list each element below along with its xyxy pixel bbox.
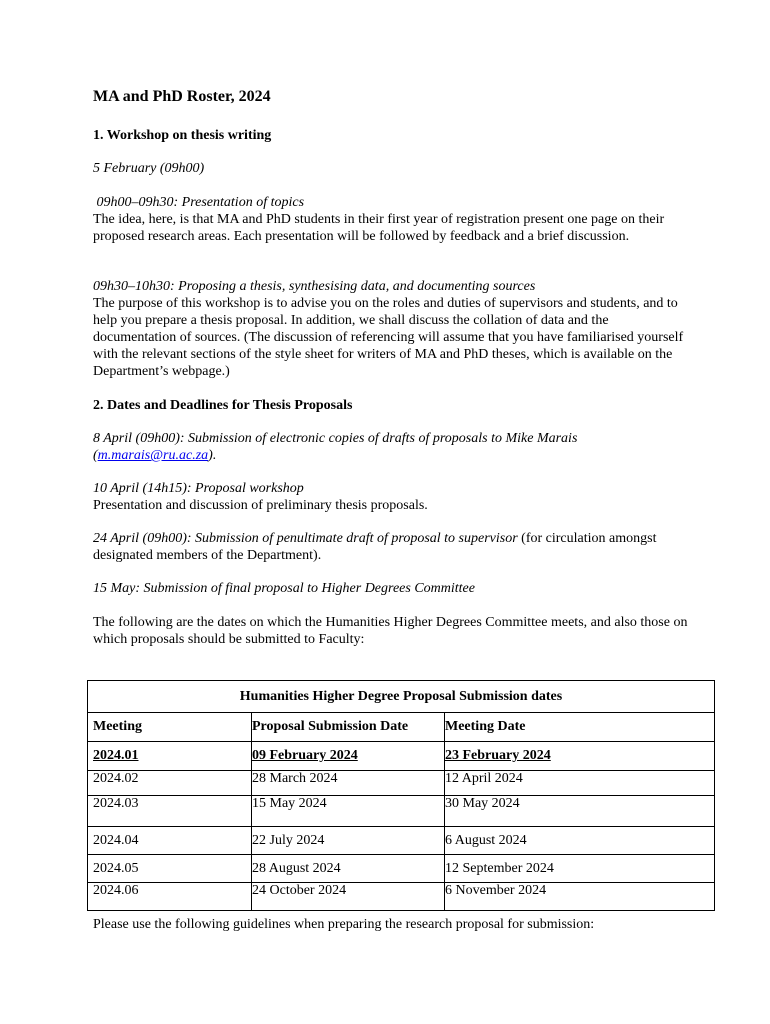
cell-submission-date: 15 May 2024 (252, 796, 445, 827)
item2-time: 09h30–10h30: Proposing a thesis, synthesising data, and documenting sources (93, 279, 536, 294)
deadline-1-end: ). (208, 448, 217, 463)
cell-meeting-date: 30 May 2024 (445, 796, 715, 827)
table-row (88, 855, 715, 883)
table-caption: Humanities Higher Degree Proposal Submission dates (88, 681, 715, 713)
cell-submission-date: 24 October 2024 (252, 883, 445, 911)
page-title: MA and PhD Roster, 2024 (93, 88, 271, 105)
section-1-heading: 1. Workshop on thesis writing (93, 128, 272, 143)
cell-meeting: 2024.06 (88, 883, 252, 911)
item2-body: The purpose of this workshop is to advise you on the roles and duties of supervisors and students, and to help you prepare a thesis proposal. In addition, we shall discuss the collation of data and the documentation of sources. (The discussion of referencing will assume that you have familiarised yourself with the relevant sections of the style sheet for writers of MA and PhD theses, which is available on the Department’s webpage.) (93, 296, 684, 379)
cell-meeting: 2024.05 (88, 855, 252, 883)
cell-meeting-date: 12 September 2024 (445, 855, 715, 883)
cell-submission-date: 09 February 2024 (252, 742, 445, 771)
table-row (88, 742, 715, 771)
deadline-1-text: 8 April (09h00): Submission of electronic copies of drafts of proposals to Mike Marais ( (93, 431, 578, 463)
cell-meeting: 2024.04 (88, 827, 252, 855)
cell-submission-date: 22 July 2024 (252, 827, 445, 855)
cell-submission-date: 28 August 2024 (252, 855, 445, 883)
workshop-date: 5 February (09h00) (93, 161, 205, 176)
table-header-row (88, 713, 715, 742)
email-link[interactable]: m.marais@ru.ac.za (97, 448, 209, 463)
guidelines-intro: Please use the following guidelines when preparing the research proposal for submission: (93, 917, 595, 932)
header-submission-date: Proposal Submission Date (252, 713, 445, 742)
cell-submission-date: 28 March 2024 (252, 771, 445, 796)
header-meeting-date: Meeting Date (445, 713, 715, 742)
committee-intro: The following are the dates on which the Humanities Higher Degrees Committee meets, and also those on which proposals should be submitted to Faculty: (93, 615, 688, 647)
cell-meeting: 2024.03 (88, 796, 252, 827)
deadline-3-italic: 24 April (09h00): Submission of penultimate draft of proposal to supervisor (93, 531, 518, 546)
deadline-2-body: Presentation and discussion of preliminary thesis proposals. (93, 498, 428, 513)
deadline-2-title: 10 April (14h15): Proposal workshop (93, 481, 304, 496)
section-2-heading: 2. Dates and Deadlines for Thesis Proposals (93, 398, 353, 413)
item1-body: The idea, here, is that MA and PhD students in their first year of registration present one page on their proposed research areas. Each presentation will be followed by feedback and a brief discussion. (93, 212, 665, 244)
cell-meeting: 2024.01 (88, 742, 252, 771)
item1-time: 09h00–09h30: Presentation of topics (93, 195, 305, 210)
cell-meeting-date: 12 April 2024 (445, 771, 715, 796)
submission-dates-table (87, 680, 715, 911)
table-row (88, 827, 715, 855)
deadline-3 (93, 530, 693, 564)
cell-meeting-date: 6 August 2024 (445, 827, 715, 855)
cell-meeting: 2024.02 (88, 771, 252, 796)
table-row (88, 796, 715, 827)
table-row (88, 771, 715, 796)
header-meeting: Meeting (88, 713, 252, 742)
cell-meeting-date: 6 November 2024 (445, 883, 715, 911)
deadline-4: 15 May: Submission of final proposal to Higher Degrees Committee (93, 581, 475, 596)
deadline-1 (93, 430, 693, 464)
cell-meeting-date: 23 February 2024 (445, 742, 715, 771)
table-row (88, 883, 715, 911)
deadline-3-rest: (for circulation amongst designated members of the Department). (93, 531, 657, 563)
